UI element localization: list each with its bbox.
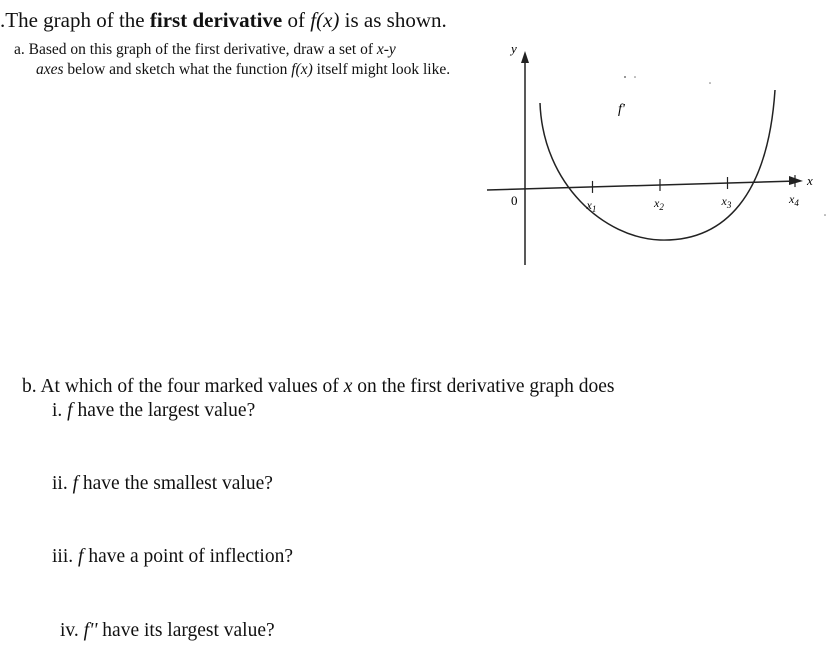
part-a-axes: axes bbox=[36, 61, 64, 78]
subquestion-number: iii. bbox=[52, 546, 74, 567]
part-a-prompt bbox=[14, 40, 454, 80]
curve-label: f' bbox=[618, 102, 625, 117]
y-axis-arrow bbox=[521, 51, 529, 63]
title-bold-text: first derivative bbox=[149, 8, 283, 32]
title-text-mid: of bbox=[282, 8, 311, 32]
subquestion-function: f'' bbox=[83, 620, 98, 641]
subquestion-iii bbox=[52, 546, 293, 568]
x-axis-label: x bbox=[807, 173, 813, 188]
part-a-xy: x-y bbox=[376, 41, 396, 58]
part-a-text-2: below and sketch what the function bbox=[63, 61, 292, 78]
marker-label-1: $x_1$ bbox=[586, 197, 597, 214]
subquestion-ii bbox=[52, 473, 273, 495]
x-axis-arrow bbox=[789, 176, 803, 185]
subquestion-text: have the smallest value? bbox=[78, 473, 273, 494]
scan-speck bbox=[824, 214, 826, 216]
marker-label-3: $x_3$ bbox=[721, 194, 732, 211]
scan-speck bbox=[709, 82, 711, 84]
part-b-label: b. bbox=[22, 376, 37, 397]
derivative-curve bbox=[540, 90, 775, 240]
subquestion-function: f bbox=[72, 473, 79, 494]
subquestion-text: have a point of inflection? bbox=[83, 546, 293, 567]
subquestion-number: i. bbox=[52, 400, 63, 421]
subquestion-number: iv. bbox=[60, 620, 79, 641]
part-b-text-pre: At which of the four marked values of bbox=[40, 376, 344, 397]
part-a-label: a. bbox=[14, 41, 25, 58]
part-a-text-3: itself might look like. bbox=[312, 61, 451, 78]
y-axis-label: y bbox=[511, 41, 517, 56]
subquestion-text: have its largest value? bbox=[97, 620, 275, 641]
part-b-x: x bbox=[343, 376, 353, 397]
part-a-text-1: Based on this graph of the first derivative, draw a set of bbox=[28, 41, 377, 58]
title-function: f(x) bbox=[310, 8, 340, 32]
part-a-fx: f(x) bbox=[291, 61, 313, 78]
title-text-pre: The graph of the bbox=[5, 8, 150, 32]
derivative-graph bbox=[485, 35, 830, 270]
question-number: . bbox=[0, 8, 6, 32]
question-title bbox=[0, 8, 447, 33]
part-b-prompt bbox=[22, 376, 614, 398]
subquestion-text: have the largest value? bbox=[72, 400, 256, 421]
marker-group bbox=[586, 175, 800, 214]
title-text-post: is as shown. bbox=[339, 8, 447, 32]
subquestion-function: f bbox=[78, 546, 84, 567]
subquestion-function: f bbox=[67, 400, 73, 421]
origin-label: 0 bbox=[511, 193, 518, 208]
scan-speck bbox=[624, 76, 626, 78]
part-b-text-post: on the first derivative graph does bbox=[352, 376, 615, 397]
subquestion-iv bbox=[60, 620, 275, 642]
subquestion-i bbox=[52, 400, 255, 422]
marker-label-2: $x_2$ bbox=[654, 195, 664, 212]
scan-speck bbox=[634, 76, 636, 78]
subquestion-number: ii. bbox=[52, 473, 68, 494]
marker-label-4: $x_4$ bbox=[789, 192, 799, 209]
